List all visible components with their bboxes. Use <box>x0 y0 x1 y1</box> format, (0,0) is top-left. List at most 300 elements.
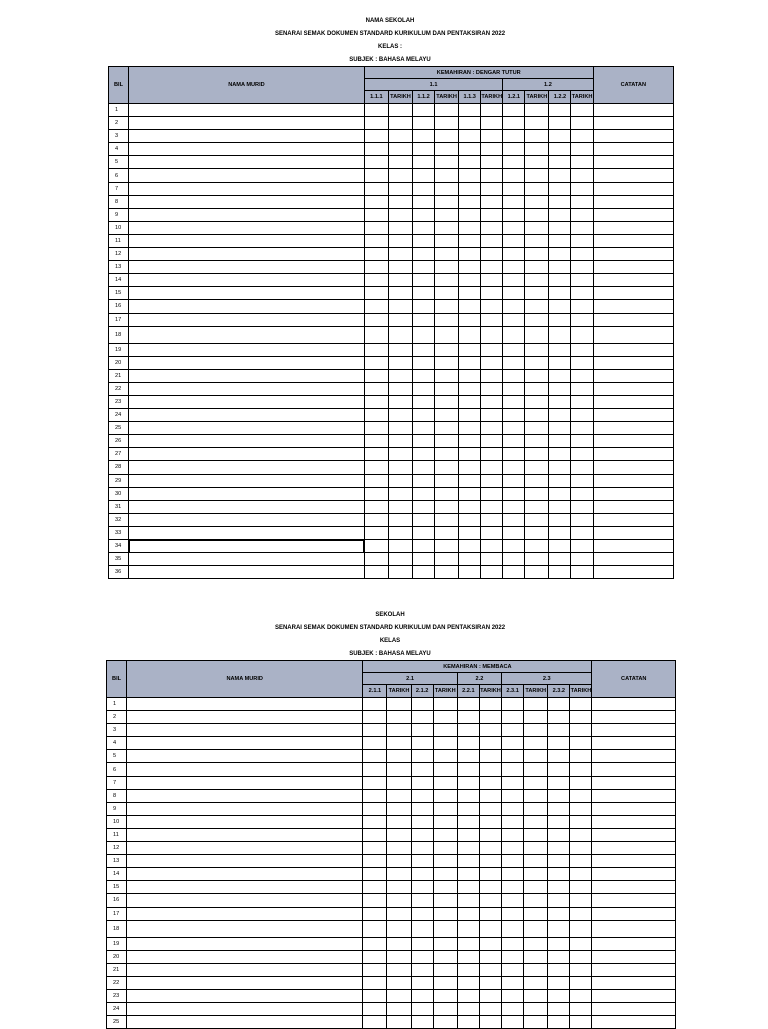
check-cell[interactable] <box>524 1003 548 1016</box>
check-cell[interactable] <box>548 963 570 976</box>
check-cell[interactable] <box>387 1003 411 1016</box>
check-cell[interactable] <box>548 815 570 828</box>
check-cell[interactable] <box>459 117 481 130</box>
check-cell[interactable] <box>549 474 571 487</box>
check-cell[interactable] <box>525 169 549 182</box>
catatan-cell[interactable] <box>593 395 673 408</box>
check-cell[interactable] <box>387 1016 411 1029</box>
check-cell[interactable] <box>481 234 503 247</box>
check-cell[interactable] <box>524 950 548 963</box>
check-cell[interactable] <box>459 566 481 579</box>
check-cell[interactable] <box>433 828 457 841</box>
check-cell[interactable] <box>525 500 549 513</box>
check-cell[interactable] <box>503 526 525 539</box>
check-cell[interactable] <box>503 130 525 143</box>
check-cell[interactable] <box>481 526 503 539</box>
check-cell[interactable] <box>413 526 435 539</box>
check-cell[interactable] <box>433 763 457 776</box>
check-cell[interactable] <box>524 698 548 711</box>
check-cell[interactable] <box>387 907 411 920</box>
check-cell[interactable] <box>363 920 387 937</box>
catatan-cell[interactable] <box>593 474 673 487</box>
check-cell[interactable] <box>548 750 570 763</box>
check-cell[interactable] <box>413 461 435 474</box>
check-cell[interactable] <box>479 868 501 881</box>
check-cell[interactable] <box>387 855 411 868</box>
check-cell[interactable] <box>364 104 388 117</box>
check-cell[interactable] <box>525 221 549 234</box>
check-cell[interactable] <box>570 698 592 711</box>
check-cell[interactable] <box>524 881 548 894</box>
catatan-cell[interactable] <box>593 104 673 117</box>
catatan-cell[interactable] <box>592 763 676 776</box>
check-cell[interactable] <box>459 208 481 221</box>
check-cell[interactable] <box>571 448 593 461</box>
check-cell[interactable] <box>525 234 549 247</box>
check-cell[interactable] <box>457 724 479 737</box>
student-name-cell[interactable] <box>129 300 365 313</box>
check-cell[interactable] <box>363 828 387 841</box>
check-cell[interactable] <box>502 724 524 737</box>
check-cell[interactable] <box>388 221 412 234</box>
check-cell[interactable] <box>525 422 549 435</box>
check-cell[interactable] <box>413 274 435 287</box>
check-cell[interactable] <box>435 382 459 395</box>
check-cell[interactable] <box>459 343 481 356</box>
catatan-cell[interactable] <box>593 234 673 247</box>
check-cell[interactable] <box>387 989 411 1002</box>
check-cell[interactable] <box>435 526 459 539</box>
check-cell[interactable] <box>457 815 479 828</box>
check-cell[interactable] <box>364 343 388 356</box>
check-cell[interactable] <box>433 937 457 950</box>
check-cell[interactable] <box>503 104 525 117</box>
student-name-cell[interactable] <box>129 313 365 326</box>
check-cell[interactable] <box>570 937 592 950</box>
catatan-cell[interactable] <box>593 409 673 422</box>
student-name-cell[interactable] <box>127 828 363 841</box>
check-cell[interactable] <box>433 989 457 1002</box>
check-cell[interactable] <box>481 130 503 143</box>
student-name-cell[interactable] <box>127 763 363 776</box>
student-name-cell[interactable] <box>129 566 365 579</box>
check-cell[interactable] <box>525 117 549 130</box>
check-cell[interactable] <box>364 326 388 343</box>
check-cell[interactable] <box>502 842 524 855</box>
check-cell[interactable] <box>570 815 592 828</box>
check-cell[interactable] <box>388 356 412 369</box>
student-name-cell[interactable] <box>129 474 365 487</box>
check-cell[interactable] <box>524 763 548 776</box>
check-cell[interactable] <box>502 815 524 828</box>
check-cell[interactable] <box>413 474 435 487</box>
check-cell[interactable] <box>481 540 503 553</box>
check-cell[interactable] <box>525 382 549 395</box>
check-cell[interactable] <box>571 553 593 566</box>
check-cell[interactable] <box>503 409 525 422</box>
student-name-cell[interactable] <box>129 395 365 408</box>
check-cell[interactable] <box>387 937 411 950</box>
catatan-cell[interactable] <box>593 356 673 369</box>
check-cell[interactable] <box>570 963 592 976</box>
check-cell[interactable] <box>503 500 525 513</box>
check-cell[interactable] <box>549 234 571 247</box>
check-cell[interactable] <box>549 526 571 539</box>
check-cell[interactable] <box>549 422 571 435</box>
check-cell[interactable] <box>411 881 433 894</box>
check-cell[interactable] <box>525 540 549 553</box>
check-cell[interactable] <box>388 343 412 356</box>
check-cell[interactable] <box>413 369 435 382</box>
check-cell[interactable] <box>502 920 524 937</box>
check-cell[interactable] <box>525 261 549 274</box>
catatan-cell[interactable] <box>592 937 676 950</box>
check-cell[interactable] <box>502 711 524 724</box>
catatan-cell[interactable] <box>592 894 676 907</box>
student-name-cell[interactable] <box>127 842 363 855</box>
check-cell[interactable] <box>549 156 571 169</box>
check-cell[interactable] <box>435 130 459 143</box>
check-cell[interactable] <box>548 828 570 841</box>
check-cell[interactable] <box>548 1016 570 1029</box>
check-cell[interactable] <box>481 435 503 448</box>
check-cell[interactable] <box>388 287 412 300</box>
check-cell[interactable] <box>364 274 388 287</box>
catatan-cell[interactable] <box>593 369 673 382</box>
check-cell[interactable] <box>503 182 525 195</box>
check-cell[interactable] <box>459 130 481 143</box>
check-cell[interactable] <box>411 937 433 950</box>
student-name-cell[interactable] <box>129 409 365 422</box>
check-cell[interactable] <box>481 566 503 579</box>
check-cell[interactable] <box>457 881 479 894</box>
student-name-cell[interactable] <box>127 855 363 868</box>
check-cell[interactable] <box>570 1016 592 1029</box>
catatan-cell[interactable] <box>593 500 673 513</box>
check-cell[interactable] <box>481 274 503 287</box>
check-cell[interactable] <box>503 435 525 448</box>
check-cell[interactable] <box>479 698 501 711</box>
check-cell[interactable] <box>413 513 435 526</box>
check-cell[interactable] <box>363 802 387 815</box>
check-cell[interactable] <box>548 698 570 711</box>
check-cell[interactable] <box>363 937 387 950</box>
check-cell[interactable] <box>502 828 524 841</box>
check-cell[interactable] <box>571 156 593 169</box>
check-cell[interactable] <box>548 1003 570 1016</box>
check-cell[interactable] <box>503 208 525 221</box>
check-cell[interactable] <box>457 1016 479 1029</box>
check-cell[interactable] <box>387 698 411 711</box>
check-cell[interactable] <box>413 313 435 326</box>
check-cell[interactable] <box>433 698 457 711</box>
check-cell[interactable] <box>571 422 593 435</box>
check-cell[interactable] <box>413 143 435 156</box>
check-cell[interactable] <box>570 737 592 750</box>
check-cell[interactable] <box>363 750 387 763</box>
check-cell[interactable] <box>549 369 571 382</box>
check-cell[interactable] <box>524 1016 548 1029</box>
check-cell[interactable] <box>524 842 548 855</box>
check-cell[interactable] <box>549 448 571 461</box>
check-cell[interactable] <box>435 169 459 182</box>
check-cell[interactable] <box>433 855 457 868</box>
check-cell[interactable] <box>479 907 501 920</box>
check-cell[interactable] <box>571 356 593 369</box>
check-cell[interactable] <box>548 711 570 724</box>
check-cell[interactable] <box>503 422 525 435</box>
check-cell[interactable] <box>363 1016 387 1029</box>
check-cell[interactable] <box>364 300 388 313</box>
check-cell[interactable] <box>481 395 503 408</box>
check-cell[interactable] <box>524 868 548 881</box>
check-cell[interactable] <box>433 802 457 815</box>
check-cell[interactable] <box>502 894 524 907</box>
check-cell[interactable] <box>435 356 459 369</box>
check-cell[interactable] <box>479 737 501 750</box>
check-cell[interactable] <box>548 789 570 802</box>
check-cell[interactable] <box>363 1003 387 1016</box>
check-cell[interactable] <box>363 989 387 1002</box>
check-cell[interactable] <box>433 894 457 907</box>
check-cell[interactable] <box>387 894 411 907</box>
check-cell[interactable] <box>570 750 592 763</box>
check-cell[interactable] <box>363 789 387 802</box>
student-name-cell[interactable] <box>127 776 363 789</box>
check-cell[interactable] <box>435 409 459 422</box>
student-name-cell[interactable] <box>129 487 365 500</box>
check-cell[interactable] <box>571 248 593 261</box>
check-cell[interactable] <box>435 104 459 117</box>
check-cell[interactable] <box>549 117 571 130</box>
check-cell[interactable] <box>388 169 412 182</box>
check-cell[interactable] <box>525 143 549 156</box>
check-cell[interactable] <box>525 248 549 261</box>
student-name-cell[interactable] <box>129 261 365 274</box>
check-cell[interactable] <box>502 989 524 1002</box>
check-cell[interactable] <box>571 117 593 130</box>
check-cell[interactable] <box>364 513 388 526</box>
check-cell[interactable] <box>457 842 479 855</box>
check-cell[interactable] <box>387 828 411 841</box>
student-name-cell[interactable] <box>129 540 365 553</box>
catatan-cell[interactable] <box>593 274 673 287</box>
check-cell[interactable] <box>548 894 570 907</box>
catatan-cell[interactable] <box>593 487 673 500</box>
catatan-cell[interactable] <box>593 461 673 474</box>
check-cell[interactable] <box>549 395 571 408</box>
check-cell[interactable] <box>459 487 481 500</box>
check-cell[interactable] <box>387 724 411 737</box>
check-cell[interactable] <box>479 763 501 776</box>
catatan-cell[interactable] <box>592 963 676 976</box>
student-name-cell[interactable] <box>129 195 365 208</box>
check-cell[interactable] <box>459 248 481 261</box>
student-name-cell[interactable] <box>127 881 363 894</box>
check-cell[interactable] <box>435 474 459 487</box>
check-cell[interactable] <box>457 976 479 989</box>
check-cell[interactable] <box>548 855 570 868</box>
check-cell[interactable] <box>413 287 435 300</box>
check-cell[interactable] <box>433 711 457 724</box>
student-name-cell[interactable] <box>127 737 363 750</box>
check-cell[interactable] <box>549 300 571 313</box>
check-cell[interactable] <box>435 461 459 474</box>
check-cell[interactable] <box>388 566 412 579</box>
check-cell[interactable] <box>571 461 593 474</box>
student-name-cell[interactable] <box>129 156 365 169</box>
check-cell[interactable] <box>388 526 412 539</box>
check-cell[interactable] <box>411 737 433 750</box>
check-cell[interactable] <box>411 950 433 963</box>
catatan-cell[interactable] <box>593 566 673 579</box>
check-cell[interactable] <box>411 894 433 907</box>
check-cell[interactable] <box>413 248 435 261</box>
check-cell[interactable] <box>502 776 524 789</box>
check-cell[interactable] <box>435 261 459 274</box>
check-cell[interactable] <box>457 750 479 763</box>
check-cell[interactable] <box>433 881 457 894</box>
check-cell[interactable] <box>571 566 593 579</box>
student-name-cell[interactable] <box>129 461 365 474</box>
check-cell[interactable] <box>525 553 549 566</box>
check-cell[interactable] <box>457 737 479 750</box>
catatan-cell[interactable] <box>593 448 673 461</box>
check-cell[interactable] <box>503 234 525 247</box>
catatan-cell[interactable] <box>592 802 676 815</box>
check-cell[interactable] <box>388 422 412 435</box>
check-cell[interactable] <box>570 842 592 855</box>
check-cell[interactable] <box>481 248 503 261</box>
check-cell[interactable] <box>435 221 459 234</box>
check-cell[interactable] <box>571 169 593 182</box>
check-cell[interactable] <box>481 356 503 369</box>
catatan-cell[interactable] <box>593 553 673 566</box>
student-name-cell[interactable] <box>129 526 365 539</box>
check-cell[interactable] <box>413 234 435 247</box>
check-cell[interactable] <box>411 724 433 737</box>
check-cell[interactable] <box>503 300 525 313</box>
check-cell[interactable] <box>388 182 412 195</box>
check-cell[interactable] <box>549 221 571 234</box>
student-name-cell[interactable] <box>127 802 363 815</box>
check-cell[interactable] <box>549 513 571 526</box>
check-cell[interactable] <box>479 776 501 789</box>
check-cell[interactable] <box>548 976 570 989</box>
check-cell[interactable] <box>570 976 592 989</box>
student-name-cell[interactable] <box>127 724 363 737</box>
check-cell[interactable] <box>387 920 411 937</box>
check-cell[interactable] <box>364 182 388 195</box>
check-cell[interactable] <box>413 448 435 461</box>
check-cell[interactable] <box>481 143 503 156</box>
check-cell[interactable] <box>502 802 524 815</box>
check-cell[interactable] <box>459 461 481 474</box>
check-cell[interactable] <box>525 448 549 461</box>
check-cell[interactable] <box>364 395 388 408</box>
check-cell[interactable] <box>571 382 593 395</box>
check-cell[interactable] <box>459 221 481 234</box>
check-cell[interactable] <box>411 815 433 828</box>
check-cell[interactable] <box>459 474 481 487</box>
catatan-cell[interactable] <box>593 221 673 234</box>
catatan-cell[interactable] <box>592 989 676 1002</box>
check-cell[interactable] <box>571 540 593 553</box>
check-cell[interactable] <box>503 461 525 474</box>
check-cell[interactable] <box>387 802 411 815</box>
catatan-cell[interactable] <box>593 169 673 182</box>
check-cell[interactable] <box>387 842 411 855</box>
catatan-cell[interactable] <box>592 698 676 711</box>
check-cell[interactable] <box>570 855 592 868</box>
catatan-cell[interactable] <box>592 868 676 881</box>
student-name-cell[interactable] <box>129 513 365 526</box>
check-cell[interactable] <box>459 382 481 395</box>
check-cell[interactable] <box>571 274 593 287</box>
check-cell[interactable] <box>503 487 525 500</box>
check-cell[interactable] <box>364 156 388 169</box>
check-cell[interactable] <box>363 976 387 989</box>
check-cell[interactable] <box>433 789 457 802</box>
student-name-cell[interactable] <box>127 711 363 724</box>
check-cell[interactable] <box>364 169 388 182</box>
check-cell[interactable] <box>479 815 501 828</box>
check-cell[interactable] <box>388 300 412 313</box>
catatan-cell[interactable] <box>592 842 676 855</box>
student-name-cell[interactable] <box>127 894 363 907</box>
check-cell[interactable] <box>459 409 481 422</box>
check-cell[interactable] <box>459 540 481 553</box>
check-cell[interactable] <box>413 169 435 182</box>
check-cell[interactable] <box>435 513 459 526</box>
check-cell[interactable] <box>457 698 479 711</box>
check-cell[interactable] <box>411 802 433 815</box>
check-cell[interactable] <box>481 369 503 382</box>
check-cell[interactable] <box>388 326 412 343</box>
check-cell[interactable] <box>549 409 571 422</box>
check-cell[interactable] <box>413 300 435 313</box>
check-cell[interactable] <box>364 566 388 579</box>
check-cell[interactable] <box>433 1016 457 1029</box>
check-cell[interactable] <box>388 143 412 156</box>
check-cell[interactable] <box>364 409 388 422</box>
check-cell[interactable] <box>433 737 457 750</box>
check-cell[interactable] <box>571 234 593 247</box>
check-cell[interactable] <box>503 261 525 274</box>
check-cell[interactable] <box>413 261 435 274</box>
student-name-cell[interactable] <box>127 750 363 763</box>
check-cell[interactable] <box>479 842 501 855</box>
check-cell[interactable] <box>525 526 549 539</box>
check-cell[interactable] <box>479 1016 501 1029</box>
check-cell[interactable] <box>433 920 457 937</box>
check-cell[interactable] <box>457 1003 479 1016</box>
student-name-cell[interactable] <box>127 920 363 937</box>
check-cell[interactable] <box>571 435 593 448</box>
student-name-cell[interactable] <box>129 248 365 261</box>
check-cell[interactable] <box>481 261 503 274</box>
check-cell[interactable] <box>549 343 571 356</box>
check-cell[interactable] <box>570 950 592 963</box>
check-cell[interactable] <box>364 526 388 539</box>
check-cell[interactable] <box>549 169 571 182</box>
check-cell[interactable] <box>479 855 501 868</box>
check-cell[interactable] <box>479 937 501 950</box>
catatan-cell[interactable] <box>593 540 673 553</box>
check-cell[interactable] <box>457 963 479 976</box>
check-cell[interactable] <box>411 1016 433 1029</box>
check-cell[interactable] <box>525 343 549 356</box>
